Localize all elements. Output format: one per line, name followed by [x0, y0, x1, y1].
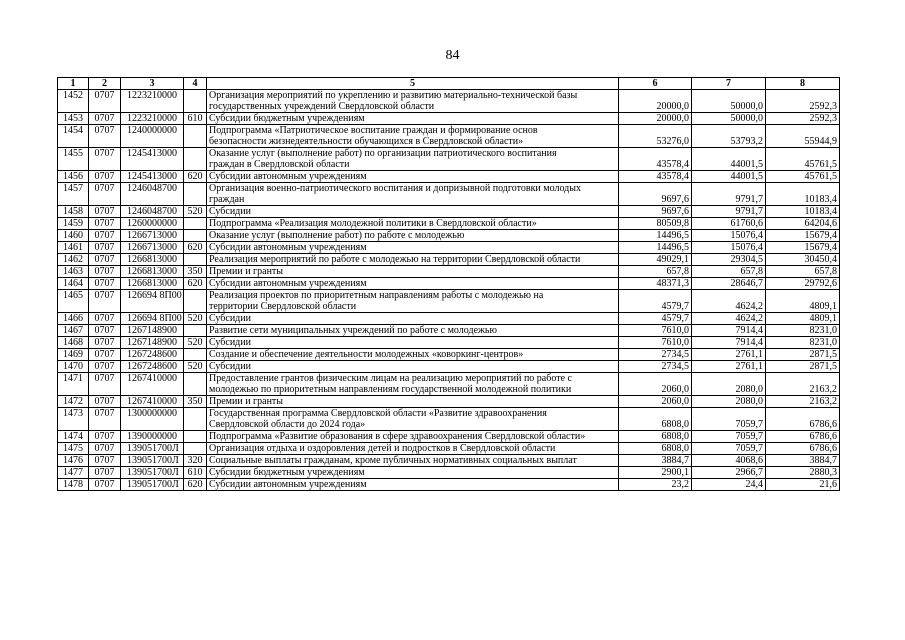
section-code-cell: 0707	[89, 408, 121, 431]
section-code-cell: 0707	[89, 443, 121, 455]
table-row	[58, 373, 840, 396]
description-line: Субсидии автономным учреждениям	[209, 278, 367, 289]
amount-col-6-cell: 4579,7	[619, 290, 692, 313]
row-number-cell: 1472	[58, 396, 89, 408]
header-col-8: 8	[766, 78, 840, 90]
section-code-cell: 0707	[89, 254, 121, 266]
expense-type-cell	[184, 125, 207, 148]
amount-col-7-cell: 50000,0	[692, 90, 766, 113]
expense-type-cell	[184, 290, 207, 313]
section-code-cell: 0707	[89, 278, 121, 290]
amount-col-6-cell: 43578,4	[619, 148, 692, 171]
table-row	[58, 290, 840, 313]
amount-col-7-cell: 2966,7	[692, 467, 766, 479]
description-cell	[207, 218, 619, 230]
amount-col-8-cell: 10183,4	[766, 183, 840, 206]
table-row	[58, 467, 840, 479]
description-cell	[207, 148, 619, 171]
row-number-cell: 1456	[58, 171, 89, 183]
amount-col-7-cell: 61760,6	[692, 218, 766, 230]
table-row	[58, 125, 840, 148]
target-article-code-cell: 1266813000	[121, 266, 184, 278]
target-article-code-cell: 1246048700	[121, 206, 184, 218]
amount-col-7-cell: 50000,0	[692, 113, 766, 125]
amount-col-6-cell: 6808,0	[619, 443, 692, 455]
description-line: Государственная программа Свердловской области «Развитие здравоохранения	[209, 408, 547, 419]
amount-col-6-cell: 14496,5	[619, 230, 692, 242]
target-article-code-cell: 139051700Л	[121, 467, 184, 479]
expense-type-cell	[184, 218, 207, 230]
description-line: Свердловской области до 2024 года»	[209, 419, 366, 430]
section-code-cell: 0707	[89, 113, 121, 125]
table-row	[58, 313, 840, 325]
table-row	[58, 90, 840, 113]
section-code-cell: 0707	[89, 361, 121, 373]
table-row	[58, 479, 840, 491]
description-line: Социальные выплаты гражданам, кроме публичных нормативных социальных выплат	[209, 455, 577, 466]
expense-type-cell: 350	[184, 266, 207, 278]
target-article-code-cell: 1266813000	[121, 254, 184, 266]
amount-col-7-cell: 2761,1	[692, 349, 766, 361]
description-cell	[207, 183, 619, 206]
table-row	[58, 408, 840, 431]
section-code-cell: 0707	[89, 183, 121, 206]
amount-col-6-cell: 20000,0	[619, 113, 692, 125]
amount-col-6-cell: 49029,1	[619, 254, 692, 266]
amount-col-8-cell: 4809,1	[766, 290, 840, 313]
target-article-code-cell: 1390000000	[121, 431, 184, 443]
amount-col-8-cell: 8231,0	[766, 337, 840, 349]
amount-col-7-cell: 7059,7	[692, 443, 766, 455]
amount-col-7-cell: 53793,2	[692, 125, 766, 148]
table-body	[58, 90, 840, 491]
row-number-cell: 1459	[58, 218, 89, 230]
table-row	[58, 148, 840, 171]
description-line: Развитие сети муниципальных учреждений по работе с молодежью	[209, 325, 497, 336]
amount-col-6-cell: 657,8	[619, 266, 692, 278]
description-line: Премии и гранты	[209, 396, 284, 407]
target-article-code-cell: 1223210000	[121, 113, 184, 125]
amount-col-6-cell: 43578,4	[619, 171, 692, 183]
section-code-cell: 0707	[89, 349, 121, 361]
expense-type-cell	[184, 230, 207, 242]
expense-type-cell: 520	[184, 206, 207, 218]
amount-col-7-cell: 15076,4	[692, 230, 766, 242]
table-row	[58, 266, 840, 278]
amount-col-7-cell: 2761,1	[692, 361, 766, 373]
row-number-cell: 1464	[58, 278, 89, 290]
description-cell	[207, 230, 619, 242]
table-row	[58, 443, 840, 455]
target-article-code-cell: 1267248600	[121, 361, 184, 373]
table-row	[58, 218, 840, 230]
amount-col-8-cell: 2163,2	[766, 396, 840, 408]
row-number-cell: 1457	[58, 183, 89, 206]
amount-col-6-cell: 20000,0	[619, 90, 692, 113]
section-code-cell: 0707	[89, 313, 121, 325]
section-code-cell: 0707	[89, 290, 121, 313]
description-line: Организация отдыха и оздоровления детей и подростков в Свердловской области	[209, 443, 556, 454]
description-line: безопасности жизнедеятельности обучающихся в Свердловской области»	[209, 136, 524, 147]
expense-type-cell: 350	[184, 396, 207, 408]
section-code-cell: 0707	[89, 431, 121, 443]
description-line: граждан в Свердловской области	[209, 159, 350, 170]
table-row	[58, 349, 840, 361]
section-code-cell: 0707	[89, 396, 121, 408]
description-line: Субсидии автономным учреждениям	[209, 242, 367, 253]
amount-col-7-cell: 7914,4	[692, 337, 766, 349]
amount-col-6-cell: 6808,0	[619, 408, 692, 431]
amount-col-6-cell: 3884,7	[619, 455, 692, 467]
row-number-cell: 1463	[58, 266, 89, 278]
amount-col-8-cell: 29792,6	[766, 278, 840, 290]
target-article-code-cell: 1246048700	[121, 183, 184, 206]
description-line: территории Свердловской области	[209, 301, 357, 312]
description-line: государственных учреждений Свердловской области	[209, 101, 435, 112]
description-line: Премии и гранты	[209, 266, 284, 277]
description-cell	[207, 325, 619, 337]
amount-col-7-cell: 4624,2	[692, 290, 766, 313]
description-cell	[207, 455, 619, 467]
description-line: граждан	[209, 194, 245, 205]
expense-type-cell	[184, 254, 207, 266]
expense-type-cell	[184, 325, 207, 337]
row-number-cell: 1465	[58, 290, 89, 313]
target-article-code-cell: 139051700Л	[121, 455, 184, 467]
amount-col-8-cell: 4809,1	[766, 313, 840, 325]
description-line: молодежью по приоритетным направлениям государственной молодежной политики	[209, 384, 572, 395]
amount-col-6-cell: 7610,0	[619, 325, 692, 337]
expense-type-cell: 620	[184, 479, 207, 491]
description-line: Субсидии автономным учреждениям	[209, 171, 367, 182]
section-code-cell: 0707	[89, 337, 121, 349]
target-article-code-cell: 1245413000	[121, 171, 184, 183]
amount-col-8-cell: 2592,3	[766, 113, 840, 125]
row-number-cell: 1474	[58, 431, 89, 443]
description-line: Субсидии автономным учреждениям	[209, 479, 367, 490]
table-row	[58, 113, 840, 125]
amount-col-6-cell: 53276,0	[619, 125, 692, 148]
amount-col-7-cell: 44001,5	[692, 148, 766, 171]
amount-col-7-cell: 9791,7	[692, 183, 766, 206]
description-line: Предоставление грантов физическим лицам на реализацию мероприятий по работе с	[209, 373, 572, 384]
description-line: Реализация проектов по приоритетным направлениям работы с молодежью на	[209, 290, 544, 301]
row-number-cell: 1478	[58, 479, 89, 491]
section-code-cell: 0707	[89, 171, 121, 183]
description-cell	[207, 467, 619, 479]
amount-col-8-cell: 15679,4	[766, 230, 840, 242]
target-article-code-cell: 1223210000	[121, 90, 184, 113]
table-row	[58, 242, 840, 254]
description-line: Оказание услуг (выполнение работ) по организации патриотического воспитания	[209, 148, 557, 159]
expense-type-cell	[184, 431, 207, 443]
expense-type-cell	[184, 373, 207, 396]
expense-type-cell: 610	[184, 113, 207, 125]
table-row	[58, 230, 840, 242]
section-code-cell: 0707	[89, 125, 121, 148]
target-article-code-cell: 1300000000	[121, 408, 184, 431]
amount-col-6-cell: 9697,6	[619, 206, 692, 218]
description-line: Подпрограмма «Реализация молодежной политики в Свердловской области»	[209, 218, 537, 229]
amount-col-7-cell: 29304,5	[692, 254, 766, 266]
amount-col-6-cell: 2734,5	[619, 349, 692, 361]
amount-col-8-cell: 6786,6	[766, 431, 840, 443]
description-line: Создание и обеспечение деятельности молодежных «коворкинг-центров»	[209, 349, 524, 360]
expense-type-cell	[184, 443, 207, 455]
amount-col-6-cell: 2900,1	[619, 467, 692, 479]
amount-col-6-cell: 6808,0	[619, 431, 692, 443]
description-cell	[207, 361, 619, 373]
description-line: Субсидии бюджетным учреждениям	[209, 467, 365, 478]
description-line: Реализация мероприятий по работе с молодежью на территории Свердловской области	[209, 254, 581, 265]
description-cell	[207, 171, 619, 183]
row-number-cell: 1460	[58, 230, 89, 242]
table-row	[58, 278, 840, 290]
amount-col-7-cell: 7059,7	[692, 408, 766, 431]
amount-col-6-cell: 7610,0	[619, 337, 692, 349]
amount-col-6-cell: 2060,0	[619, 373, 692, 396]
description-line: Подпрограмма «Патриотическое воспитание граждан и формирование основ	[209, 125, 538, 136]
amount-col-8-cell: 2880,3	[766, 467, 840, 479]
expense-type-cell: 620	[184, 242, 207, 254]
target-article-code-cell: 139051700Л	[121, 479, 184, 491]
amount-col-6-cell: 23,2	[619, 479, 692, 491]
expense-type-cell: 610	[184, 467, 207, 479]
target-article-code-cell: 126694 8П00	[121, 313, 184, 325]
target-article-code-cell: 1266813000	[121, 278, 184, 290]
amount-col-8-cell: 15679,4	[766, 242, 840, 254]
header-col-6: 6	[619, 78, 692, 90]
amount-col-8-cell: 2871,5	[766, 349, 840, 361]
description-line: Организация военно-патриотического воспитания и допризывной подготовки молодых	[209, 183, 581, 194]
header-col-4: 4	[184, 78, 207, 90]
expense-type-cell	[184, 183, 207, 206]
expense-type-cell: 520	[184, 337, 207, 349]
description-line: Субсидии	[209, 206, 251, 217]
description-cell	[207, 113, 619, 125]
section-code-cell: 0707	[89, 479, 121, 491]
description-line: Оказание услуг (выполнение работ) по работе с молодежью	[209, 230, 465, 241]
row-number-cell: 1475	[58, 443, 89, 455]
expense-type-cell: 620	[184, 278, 207, 290]
expense-type-cell: 520	[184, 361, 207, 373]
description-cell	[207, 254, 619, 266]
target-article-code-cell: 1245413000	[121, 148, 184, 171]
expense-type-cell: 520	[184, 313, 207, 325]
amount-col-7-cell: 15076,4	[692, 242, 766, 254]
description-cell	[207, 242, 619, 254]
amount-col-6-cell: 14496,5	[619, 242, 692, 254]
row-number-cell: 1461	[58, 242, 89, 254]
row-number-cell: 1477	[58, 467, 89, 479]
amount-col-6-cell: 4579,7	[619, 313, 692, 325]
description-line: Подпрограмма «Развитие образования в сфере здравоохранения Свердловской области»	[209, 431, 586, 442]
target-article-code-cell: 126694 8П00	[121, 290, 184, 313]
page-number: 84	[445, 48, 460, 63]
table-row	[58, 325, 840, 337]
row-number-cell: 1471	[58, 373, 89, 396]
target-article-code-cell: 1267410000	[121, 373, 184, 396]
target-article-code-cell: 139051700Л	[121, 443, 184, 455]
amount-col-7-cell: 7059,7	[692, 431, 766, 443]
header-col-2: 2	[89, 78, 121, 90]
description-cell	[207, 431, 619, 443]
amount-col-8-cell: 8231,0	[766, 325, 840, 337]
row-number-cell: 1466	[58, 313, 89, 325]
target-article-code-cell: 1267248600	[121, 349, 184, 361]
amount-col-8-cell: 45761,5	[766, 171, 840, 183]
section-code-cell: 0707	[89, 467, 121, 479]
header-col-5: 5	[207, 78, 619, 90]
table-row	[58, 361, 840, 373]
table-row	[58, 337, 840, 349]
expense-type-cell: 320	[184, 455, 207, 467]
description-cell	[207, 337, 619, 349]
section-code-cell: 0707	[89, 206, 121, 218]
target-article-code-cell: 1267148900	[121, 325, 184, 337]
expense-type-cell	[184, 349, 207, 361]
row-number-cell: 1470	[58, 361, 89, 373]
row-number-cell: 1468	[58, 337, 89, 349]
amount-col-7-cell: 657,8	[692, 266, 766, 278]
row-number-cell: 1467	[58, 325, 89, 337]
section-code-cell: 0707	[89, 373, 121, 396]
description-cell	[207, 278, 619, 290]
description-line: Субсидии	[209, 313, 251, 324]
description-cell	[207, 313, 619, 325]
description-cell	[207, 290, 619, 313]
amount-col-7-cell: 9791,7	[692, 206, 766, 218]
description-cell	[207, 396, 619, 408]
row-number-cell: 1452	[58, 90, 89, 113]
row-number-cell: 1454	[58, 125, 89, 148]
amount-col-8-cell: 45761,5	[766, 148, 840, 171]
target-article-code-cell: 1267410000	[121, 396, 184, 408]
expense-type-cell: 620	[184, 171, 207, 183]
amount-col-8-cell: 55944,9	[766, 125, 840, 148]
description-cell	[207, 349, 619, 361]
section-code-cell: 0707	[89, 148, 121, 171]
header-col-7: 7	[692, 78, 766, 90]
section-code-cell: 0707	[89, 218, 121, 230]
amount-col-7-cell: 2080,0	[692, 396, 766, 408]
description-cell	[207, 206, 619, 218]
amount-col-7-cell: 2080,0	[692, 373, 766, 396]
table-row	[58, 431, 840, 443]
description-line: Субсидии	[209, 337, 251, 348]
target-article-code-cell: 1267148900	[121, 337, 184, 349]
expense-type-cell	[184, 148, 207, 171]
description-cell	[207, 90, 619, 113]
amount-col-8-cell: 657,8	[766, 266, 840, 278]
description-line: Организация мероприятий по укреплению и развитию материально-технической базы	[209, 90, 578, 101]
description-cell	[207, 408, 619, 431]
amount-col-6-cell: 2734,5	[619, 361, 692, 373]
table-header-row	[58, 78, 840, 90]
table-row	[58, 396, 840, 408]
amount-col-6-cell: 9697,6	[619, 183, 692, 206]
description-line: Субсидии бюджетным учреждениям	[209, 113, 365, 124]
target-article-code-cell: 1266713000	[121, 230, 184, 242]
description-cell	[207, 443, 619, 455]
section-code-cell: 0707	[89, 325, 121, 337]
expense-type-cell	[184, 408, 207, 431]
row-number-cell: 1469	[58, 349, 89, 361]
header-col-1: 1	[58, 78, 89, 90]
amount-col-6-cell: 80509,8	[619, 218, 692, 230]
section-code-cell: 0707	[89, 242, 121, 254]
amount-col-6-cell: 48371,3	[619, 278, 692, 290]
table-row	[58, 455, 840, 467]
amount-col-8-cell: 2592,3	[766, 90, 840, 113]
description-cell	[207, 125, 619, 148]
target-article-code-cell: 1240000000	[121, 125, 184, 148]
description-cell	[207, 266, 619, 278]
section-code-cell: 0707	[89, 230, 121, 242]
amount-col-8-cell: 2871,5	[766, 361, 840, 373]
row-number-cell: 1462	[58, 254, 89, 266]
header-col-3: 3	[121, 78, 184, 90]
budget-table	[57, 77, 840, 491]
amount-col-7-cell: 4068,6	[692, 455, 766, 467]
row-number-cell: 1458	[58, 206, 89, 218]
amount-col-8-cell: 2163,2	[766, 373, 840, 396]
amount-col-8-cell: 30450,4	[766, 254, 840, 266]
section-code-cell: 0707	[89, 266, 121, 278]
row-number-cell: 1455	[58, 148, 89, 171]
amount-col-8-cell: 6786,6	[766, 443, 840, 455]
amount-col-8-cell: 3884,7	[766, 455, 840, 467]
row-number-cell: 1473	[58, 408, 89, 431]
section-code-cell: 0707	[89, 90, 121, 113]
table-row	[58, 206, 840, 218]
description-cell	[207, 373, 619, 396]
amount-col-7-cell: 28646,7	[692, 278, 766, 290]
description-line: Субсидии	[209, 361, 251, 372]
table-row	[58, 171, 840, 183]
section-code-cell: 0707	[89, 455, 121, 467]
amount-col-8-cell: 21,6	[766, 479, 840, 491]
amount-col-8-cell: 6786,6	[766, 408, 840, 431]
table-row	[58, 183, 840, 206]
amount-col-7-cell: 44001,5	[692, 171, 766, 183]
amount-col-8-cell: 10183,4	[766, 206, 840, 218]
amount-col-7-cell: 24,4	[692, 479, 766, 491]
target-article-code-cell: 1266713000	[121, 242, 184, 254]
amount-col-7-cell: 7914,4	[692, 325, 766, 337]
table-row	[58, 254, 840, 266]
description-cell	[207, 479, 619, 491]
expense-type-cell	[184, 90, 207, 113]
amount-col-7-cell: 4624,2	[692, 313, 766, 325]
target-article-code-cell: 1260000000	[121, 218, 184, 230]
amount-col-6-cell: 2060,0	[619, 396, 692, 408]
row-number-cell: 1453	[58, 113, 89, 125]
amount-col-8-cell: 64204,6	[766, 218, 840, 230]
row-number-cell: 1476	[58, 455, 89, 467]
